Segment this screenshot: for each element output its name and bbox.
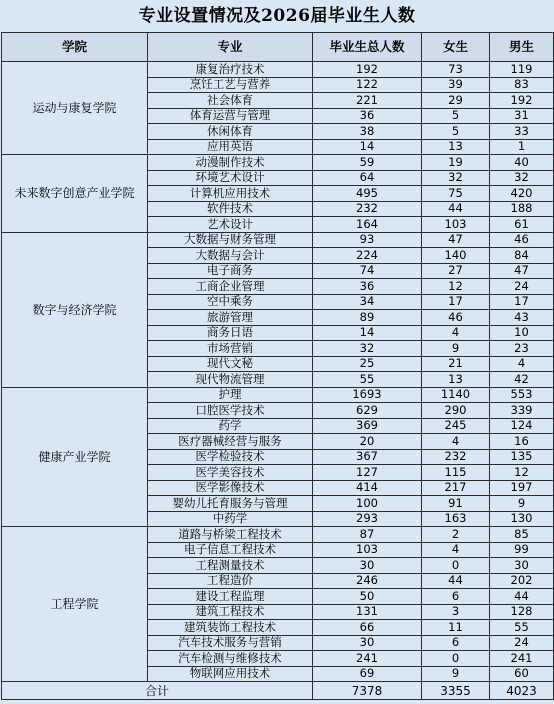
major-cell: 工程测量技术 bbox=[148, 558, 313, 574]
female-cell: 12 bbox=[422, 279, 490, 295]
total-female: 3355 bbox=[422, 682, 490, 700]
total-cell: 14 bbox=[313, 139, 422, 155]
header-college: 学院 bbox=[2, 33, 148, 62]
total-label: 合计 bbox=[2, 682, 313, 700]
table-row bbox=[2, 232, 554, 248]
female-cell: 1140 bbox=[422, 387, 490, 403]
female-cell: 0 bbox=[422, 651, 490, 667]
total-cell: 55 bbox=[313, 372, 422, 388]
major-cell: 应用英语 bbox=[148, 139, 313, 155]
male-cell: 241 bbox=[490, 651, 554, 667]
female-cell: 39 bbox=[422, 77, 490, 93]
table-body bbox=[2, 62, 554, 682]
major-cell: 烹饪工艺与营养 bbox=[148, 77, 313, 93]
major-cell: 休闲体育 bbox=[148, 124, 313, 140]
male-cell: 124 bbox=[490, 418, 554, 434]
major-cell: 物联网应用技术 bbox=[148, 666, 313, 682]
total-cell: 232 bbox=[313, 201, 422, 217]
major-cell: 工程造价 bbox=[148, 573, 313, 589]
major-cell: 体育运营与管理 bbox=[148, 108, 313, 124]
female-cell: 163 bbox=[422, 511, 490, 527]
major-cell: 医学影像技术 bbox=[148, 480, 313, 496]
total-cell: 192 bbox=[313, 62, 422, 78]
female-cell: 17 bbox=[422, 294, 490, 310]
female-cell: 4 bbox=[422, 325, 490, 341]
male-cell: 16 bbox=[490, 434, 554, 450]
male-cell: 135 bbox=[490, 449, 554, 465]
male-cell: 420 bbox=[490, 186, 554, 202]
total-cell: 25 bbox=[313, 356, 422, 372]
male-cell: 83 bbox=[490, 77, 554, 93]
table-row bbox=[2, 155, 554, 171]
major-cell: 电子信息工程技术 bbox=[148, 542, 313, 558]
major-cell: 医学美容技术 bbox=[148, 465, 313, 481]
total-cell: 38 bbox=[313, 124, 422, 140]
total-cell: 14 bbox=[313, 325, 422, 341]
male-cell: 12 bbox=[490, 465, 554, 481]
total-cell: 59 bbox=[313, 155, 422, 171]
graduates-table bbox=[1, 32, 554, 700]
female-cell: 5 bbox=[422, 124, 490, 140]
female-cell: 73 bbox=[422, 62, 490, 78]
female-cell: 19 bbox=[422, 155, 490, 171]
total-cell: 69 bbox=[313, 666, 422, 682]
total-cell: 164 bbox=[313, 217, 422, 233]
major-cell: 口腔医学技术 bbox=[148, 403, 313, 419]
male-cell: 61 bbox=[490, 217, 554, 233]
total-cell: 93 bbox=[313, 232, 422, 248]
female-cell: 6 bbox=[422, 589, 490, 605]
total-cell: 66 bbox=[313, 620, 422, 636]
major-cell: 环境艺术设计 bbox=[148, 170, 313, 186]
female-cell: 4 bbox=[422, 434, 490, 450]
male-cell: 99 bbox=[490, 542, 554, 558]
college-cell: 工程学院 bbox=[2, 527, 148, 682]
total-cell: 224 bbox=[313, 248, 422, 264]
total-cell: 36 bbox=[313, 108, 422, 124]
major-cell: 中药学 bbox=[148, 511, 313, 527]
male-cell: 339 bbox=[490, 403, 554, 419]
male-cell: 4 bbox=[490, 356, 554, 372]
female-cell: 232 bbox=[422, 449, 490, 465]
total-cell: 367 bbox=[313, 449, 422, 465]
female-cell: 44 bbox=[422, 573, 490, 589]
male-cell: 40 bbox=[490, 155, 554, 171]
major-cell: 汽车技术服务与营销 bbox=[148, 635, 313, 651]
total-cell: 131 bbox=[313, 604, 422, 620]
male-cell: 10 bbox=[490, 325, 554, 341]
male-cell: 9 bbox=[490, 496, 554, 512]
female-cell: 245 bbox=[422, 418, 490, 434]
female-cell: 46 bbox=[422, 310, 490, 326]
male-cell: 23 bbox=[490, 341, 554, 357]
total-cell: 629 bbox=[313, 403, 422, 419]
total-male: 4023 bbox=[490, 682, 554, 700]
female-cell: 217 bbox=[422, 480, 490, 496]
female-cell: 47 bbox=[422, 232, 490, 248]
header-male: 男生 bbox=[490, 33, 554, 62]
college-cell: 数字与经济学院 bbox=[2, 232, 148, 387]
college-cell: 未来数字创意产业学院 bbox=[2, 155, 148, 233]
female-cell: 11 bbox=[422, 620, 490, 636]
male-cell: 60 bbox=[490, 666, 554, 682]
total-cell: 50 bbox=[313, 589, 422, 605]
total-cell: 293 bbox=[313, 511, 422, 527]
male-cell: 17 bbox=[490, 294, 554, 310]
total-cell: 100 bbox=[313, 496, 422, 512]
male-cell: 553 bbox=[490, 387, 554, 403]
total-cell: 89 bbox=[313, 310, 422, 326]
male-cell: 84 bbox=[490, 248, 554, 264]
female-cell: 0 bbox=[422, 558, 490, 574]
table-row bbox=[2, 527, 554, 543]
major-cell: 道路与桥梁工程技术 bbox=[148, 527, 313, 543]
total-cell: 30 bbox=[313, 558, 422, 574]
table-row bbox=[2, 387, 554, 403]
male-cell: 24 bbox=[490, 635, 554, 651]
female-cell: 9 bbox=[422, 341, 490, 357]
female-cell: 44 bbox=[422, 201, 490, 217]
male-cell: 47 bbox=[490, 263, 554, 279]
female-cell: 75 bbox=[422, 186, 490, 202]
major-cell: 康复治疗技术 bbox=[148, 62, 313, 78]
total-cell: 241 bbox=[313, 651, 422, 667]
total-cell: 103 bbox=[313, 542, 422, 558]
total-cell: 495 bbox=[313, 186, 422, 202]
major-cell: 婴幼儿托育服务与管理 bbox=[148, 496, 313, 512]
page-title: 专业设置情况及2026届毕业生人数 bbox=[138, 6, 416, 26]
female-cell: 290 bbox=[422, 403, 490, 419]
female-cell: 29 bbox=[422, 93, 490, 109]
college-cell: 健康产业学院 bbox=[2, 387, 148, 527]
major-cell: 社会体育 bbox=[148, 93, 313, 109]
male-cell: 128 bbox=[490, 604, 554, 620]
male-cell: 55 bbox=[490, 620, 554, 636]
male-cell: 43 bbox=[490, 310, 554, 326]
major-cell: 工商企业管理 bbox=[148, 279, 313, 295]
female-cell: 140 bbox=[422, 248, 490, 264]
major-cell: 药学 bbox=[148, 418, 313, 434]
header-major: 专业 bbox=[148, 33, 313, 62]
major-cell: 大数据与财务管理 bbox=[148, 232, 313, 248]
major-cell: 现代文秘 bbox=[148, 356, 313, 372]
header-total: 毕业生总人数 bbox=[313, 33, 422, 62]
male-cell: 30 bbox=[490, 558, 554, 574]
college-cell: 运动与康复学院 bbox=[2, 62, 148, 155]
total-cell: 414 bbox=[313, 480, 422, 496]
total-cell: 30 bbox=[313, 635, 422, 651]
female-cell: 9 bbox=[422, 666, 490, 682]
major-cell: 市场营销 bbox=[148, 341, 313, 357]
table-header-row bbox=[2, 33, 554, 62]
major-cell: 软件技术 bbox=[148, 201, 313, 217]
major-cell: 动漫制作技术 bbox=[148, 155, 313, 171]
female-cell: 115 bbox=[422, 465, 490, 481]
male-cell: 188 bbox=[490, 201, 554, 217]
total-cell: 246 bbox=[313, 573, 422, 589]
male-cell: 32 bbox=[490, 170, 554, 186]
total-graduates: 7378 bbox=[313, 682, 422, 700]
major-cell: 汽车检测与维修技术 bbox=[148, 651, 313, 667]
male-cell: 1 bbox=[490, 139, 554, 155]
total-cell: 127 bbox=[313, 465, 422, 481]
male-cell: 119 bbox=[490, 62, 554, 78]
female-cell: 91 bbox=[422, 496, 490, 512]
male-cell: 31 bbox=[490, 108, 554, 124]
male-cell: 130 bbox=[490, 511, 554, 527]
male-cell: 33 bbox=[490, 124, 554, 140]
total-cell: 87 bbox=[313, 527, 422, 543]
total-cell: 64 bbox=[313, 170, 422, 186]
major-cell: 艺术设计 bbox=[148, 217, 313, 233]
female-cell: 32 bbox=[422, 170, 490, 186]
male-cell: 46 bbox=[490, 232, 554, 248]
major-cell: 建设工程监理 bbox=[148, 589, 313, 605]
male-cell: 192 bbox=[490, 93, 554, 109]
male-cell: 42 bbox=[490, 372, 554, 388]
table-total-row bbox=[2, 682, 554, 700]
major-cell: 医学检验技术 bbox=[148, 449, 313, 465]
total-cell: 34 bbox=[313, 294, 422, 310]
major-cell: 大数据与会计 bbox=[148, 248, 313, 264]
female-cell: 5 bbox=[422, 108, 490, 124]
total-cell: 221 bbox=[313, 93, 422, 109]
female-cell: 6 bbox=[422, 635, 490, 651]
male-cell: 44 bbox=[490, 589, 554, 605]
total-cell: 20 bbox=[313, 434, 422, 450]
male-cell: 202 bbox=[490, 573, 554, 589]
male-cell: 24 bbox=[490, 279, 554, 295]
major-cell: 建筑装饰工程技术 bbox=[148, 620, 313, 636]
major-cell: 护理 bbox=[148, 387, 313, 403]
total-cell: 32 bbox=[313, 341, 422, 357]
female-cell: 21 bbox=[422, 356, 490, 372]
female-cell: 13 bbox=[422, 139, 490, 155]
male-cell: 85 bbox=[490, 527, 554, 543]
female-cell: 27 bbox=[422, 263, 490, 279]
total-cell: 122 bbox=[313, 77, 422, 93]
male-cell: 197 bbox=[490, 480, 554, 496]
major-cell: 计算机应用技术 bbox=[148, 186, 313, 202]
female-cell: 13 bbox=[422, 372, 490, 388]
total-cell: 74 bbox=[313, 263, 422, 279]
female-cell: 3 bbox=[422, 604, 490, 620]
major-cell: 商务日语 bbox=[148, 325, 313, 341]
major-cell: 医疗器械经营与服务 bbox=[148, 434, 313, 450]
major-cell: 现代物流管理 bbox=[148, 372, 313, 388]
female-cell: 4 bbox=[422, 542, 490, 558]
header-female: 女生 bbox=[422, 33, 490, 62]
major-cell: 电子商务 bbox=[148, 263, 313, 279]
major-cell: 旅游管理 bbox=[148, 310, 313, 326]
female-cell: 2 bbox=[422, 527, 490, 543]
total-cell: 1693 bbox=[313, 387, 422, 403]
table-row bbox=[2, 62, 554, 78]
major-cell: 空中乘务 bbox=[148, 294, 313, 310]
major-cell: 建筑工程技术 bbox=[148, 604, 313, 620]
total-cell: 369 bbox=[313, 418, 422, 434]
total-cell: 36 bbox=[313, 279, 422, 295]
female-cell: 103 bbox=[422, 217, 490, 233]
